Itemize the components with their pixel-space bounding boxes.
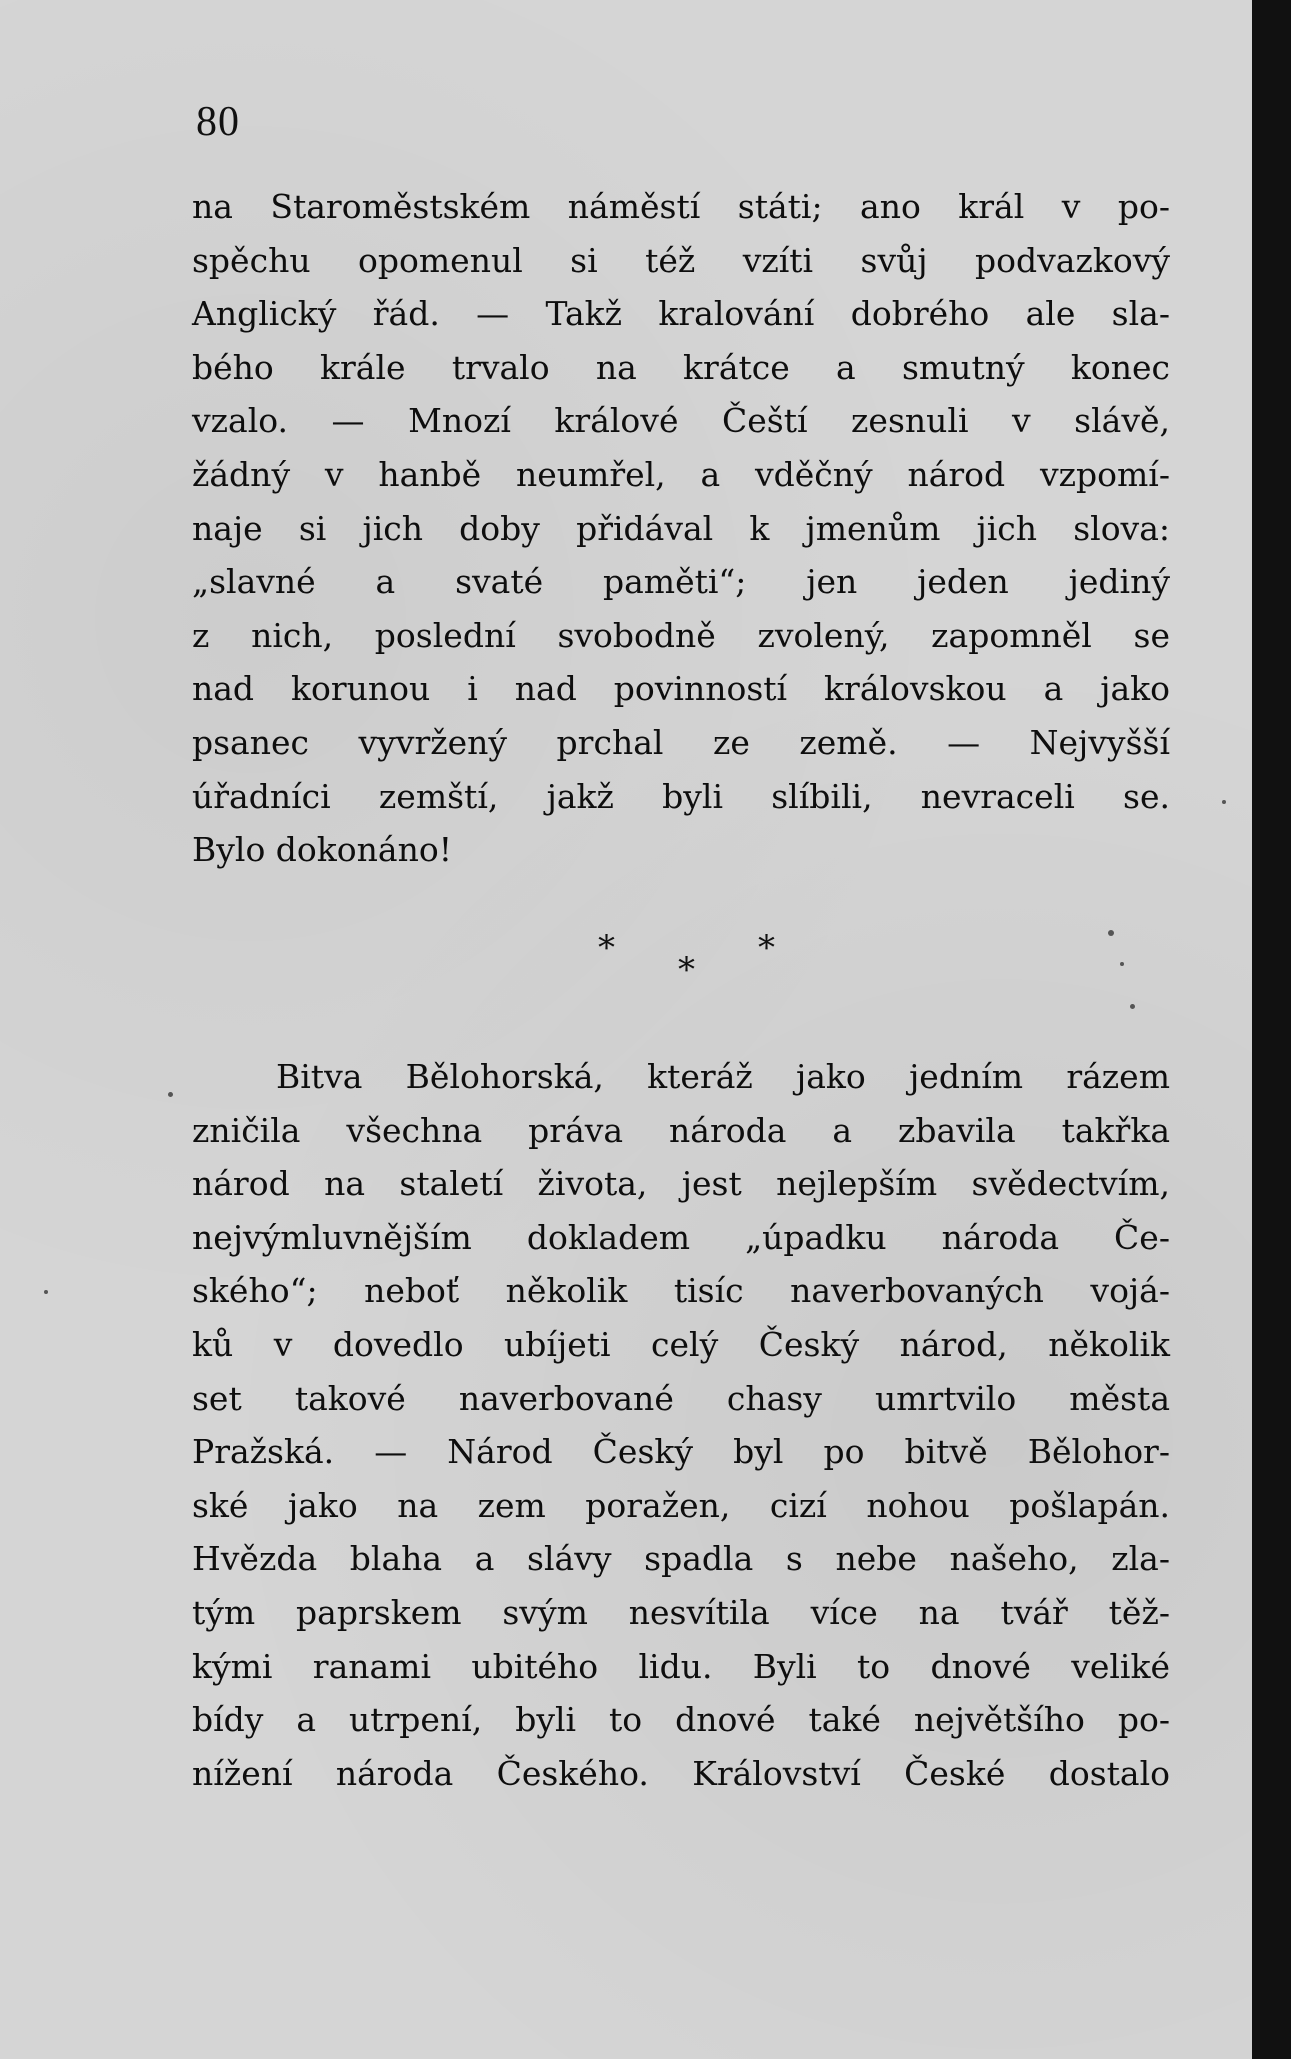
section-separator [590,928,790,998]
text-line: Hvězda blaha a slávy spadla s nebe našeho, zla- [192,1539,1170,1579]
text-line: Pražská. — Národ Český byl po bitvě Bělohor- [192,1432,1170,1472]
text-line: „slavné a svaté paměti“; jen jeden jediný [192,562,1170,602]
print-speck [168,1092,173,1097]
separator-star: * [598,928,615,968]
text-line: vzalo. — Mnozí králové Čeští zesnuli v slávě, [192,401,1170,441]
paragraph-1 [192,180,1170,877]
text-line: kými ranami ubitého lidu. Byli to dnové veliké [192,1646,1170,1686]
text-line: Bitva Bělohorská, kteráž jako jedním rázem [276,1057,1170,1096]
text-line: ků v dovedlo ubíjeti celý Český národ, několik [192,1324,1170,1364]
text-line: ského“; neboť několik tisíc naverbovaných vojá- [192,1271,1170,1311]
print-speck [1130,1004,1135,1009]
separator-star: * [758,928,775,968]
separator-star: * [678,950,695,990]
text-line: nad korunou i nad povinností královskou a jako [192,669,1170,709]
text-line: na Staroměstském náměstí státi; ano král v po- [192,187,1170,226]
page-number: 80 [196,99,240,145]
print-speck [1222,800,1226,804]
text-line: bého krále trvalo na krátce a smutný konec [192,347,1170,387]
print-speck [44,1290,48,1294]
text-line: tým paprskem svým nesvítila více na tvář těž- [192,1592,1170,1632]
paragraph-2 [192,1050,1170,1800]
text-line: ské jako na zem poražen, cizí nohou pošlapán. [192,1485,1170,1525]
text-line: nížení národa Českého. Království České dostalo [192,1753,1170,1793]
text-line: set takové naverbované chasy umrtvilo města [192,1378,1170,1418]
text-line: žádný v hanbě neumřel, a vděčný národ vzpomí- [192,454,1170,494]
text-line: národ na staletí života, jest nejlepším svědectvím, [192,1164,1170,1204]
print-speck [1108,930,1114,936]
text-line: nejvýmluvnějším dokladem „úpadku národa Če- [192,1217,1170,1257]
text-line: Bylo dokonáno! [192,830,452,870]
text-line: spěchu opomenul si též vzíti svůj podvazkový [192,240,1170,280]
text-line: bídy a utrpení, byli to dnové také největšího po- [192,1700,1170,1740]
text-line: úřadníci zemští, jakž byli slíbili, nevraceli se. [192,776,1170,816]
print-speck [1120,962,1124,966]
text-line: z nich, poslední svobodně zvolený, zapomněl se [192,615,1170,655]
text-line: naje si jich doby přidával k jmenům jich slova: [192,508,1170,548]
page-edge-shadow [1252,0,1291,2059]
text-line: zničila všechna práva národa a zbavila takřka [192,1110,1170,1150]
text-line: Anglický řád. — Takž kralování dobrého ale sla- [192,294,1170,334]
text-line: psanec vyvržený prchal ze země. — Nejvyšší [192,722,1170,762]
